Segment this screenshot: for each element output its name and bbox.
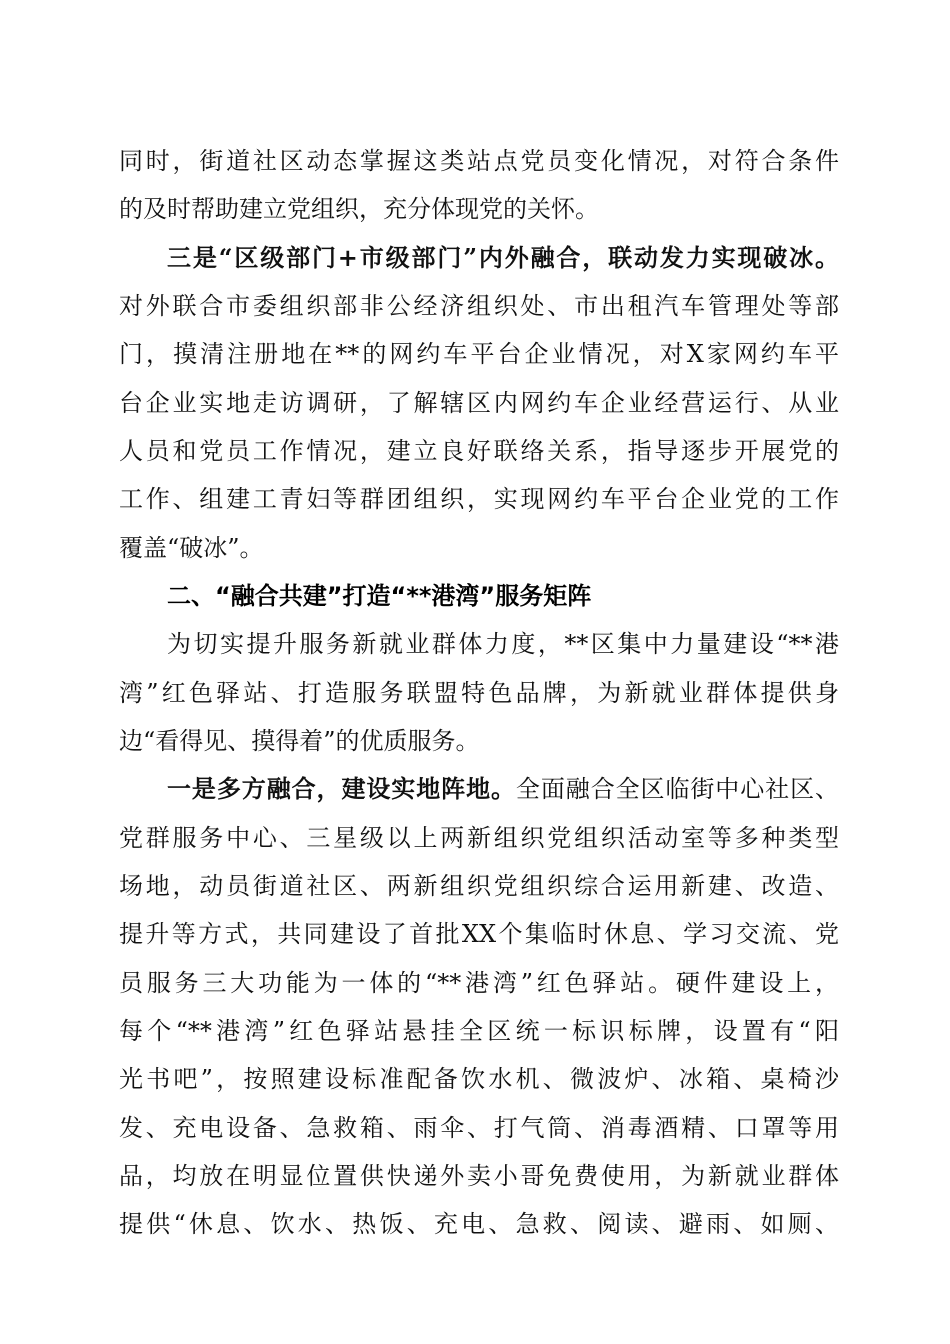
- section-heading: 二、“融合共建”打造“**港湾”服务矩阵: [167, 582, 592, 610]
- point-one-heading: 一是多方融合，建设实地阵地。: [167, 774, 516, 803]
- body-line: 品，均放在明显位置供快递外卖小哥免费使用，为新就业群体: [119, 1162, 839, 1190]
- body-line: 光书吧”，按照建设标准配备饮水机、微波炉、冰箱、桌椅沙: [119, 1065, 839, 1093]
- body-line: 提升等方式，共同建设了首批XX个集临时休息、学习交流、党: [119, 920, 839, 948]
- body-line: 发、充电设备、急救箱、雨伞、打气筒、消毒酒精、口罩等用: [119, 1114, 839, 1142]
- body-line: 党群服务中心、三星级以上两新组织党组织活动室等多种类型: [119, 824, 839, 852]
- body-line: 提供“休息、饮水、热饭、充电、急救、阅读、避雨、如厕、: [119, 1210, 839, 1238]
- body-line: 工作、组建工青妇等群团组织，实现网约车平台企业党的工作: [119, 485, 839, 513]
- body-line: 场地，动员街道社区、两新组织党组织综合运用新建、改造、: [119, 872, 839, 900]
- body-line: 对外联合市委组织部非公经济组织处、市出租汽车管理处等部: [119, 292, 839, 320]
- body-line: 门，摸清注册地在**的网约车平台企业情况，对X家网约车平: [119, 340, 839, 368]
- body-line: 覆盖“破冰”。: [119, 534, 264, 562]
- point-three-heading: 三是“区级部门+市级部门”内外融合，联动发力实现破冰。: [167, 243, 839, 272]
- body-line: 台企业实地走访调研，了解辖区内网约车企业经营运行、从业: [119, 389, 839, 417]
- body-line: 同时，街道社区动态掌握这类站点党员变化情况，对符合条件: [119, 147, 839, 175]
- body-line: 人员和党员工作情况，建立良好联络关系，指导逐步开展党的: [119, 437, 839, 465]
- point-one-text: 全面融合全区临街中心社区、: [515, 775, 839, 803]
- body-line: 每个“**港湾”红色驿站悬挂全区统一标识标牌，设置有“阳: [119, 1017, 839, 1045]
- body-line: 员服务三大功能为一体的“**港湾”红色驿站。硬件建设上，: [119, 969, 839, 997]
- point-one-line: [167, 773, 839, 805]
- body-line: 为切实提升服务新就业群体力度，**区集中力量建设“**港: [167, 630, 839, 658]
- body-line: 的及时帮助建立党组织，充分体现党的关怀。: [119, 195, 599, 223]
- body-line: 边“看得见、摸得着”的优质服务。: [119, 727, 480, 755]
- body-line: 湾”红色驿站、打造服务联盟特色品牌，为新就业群体提供身: [119, 679, 839, 707]
